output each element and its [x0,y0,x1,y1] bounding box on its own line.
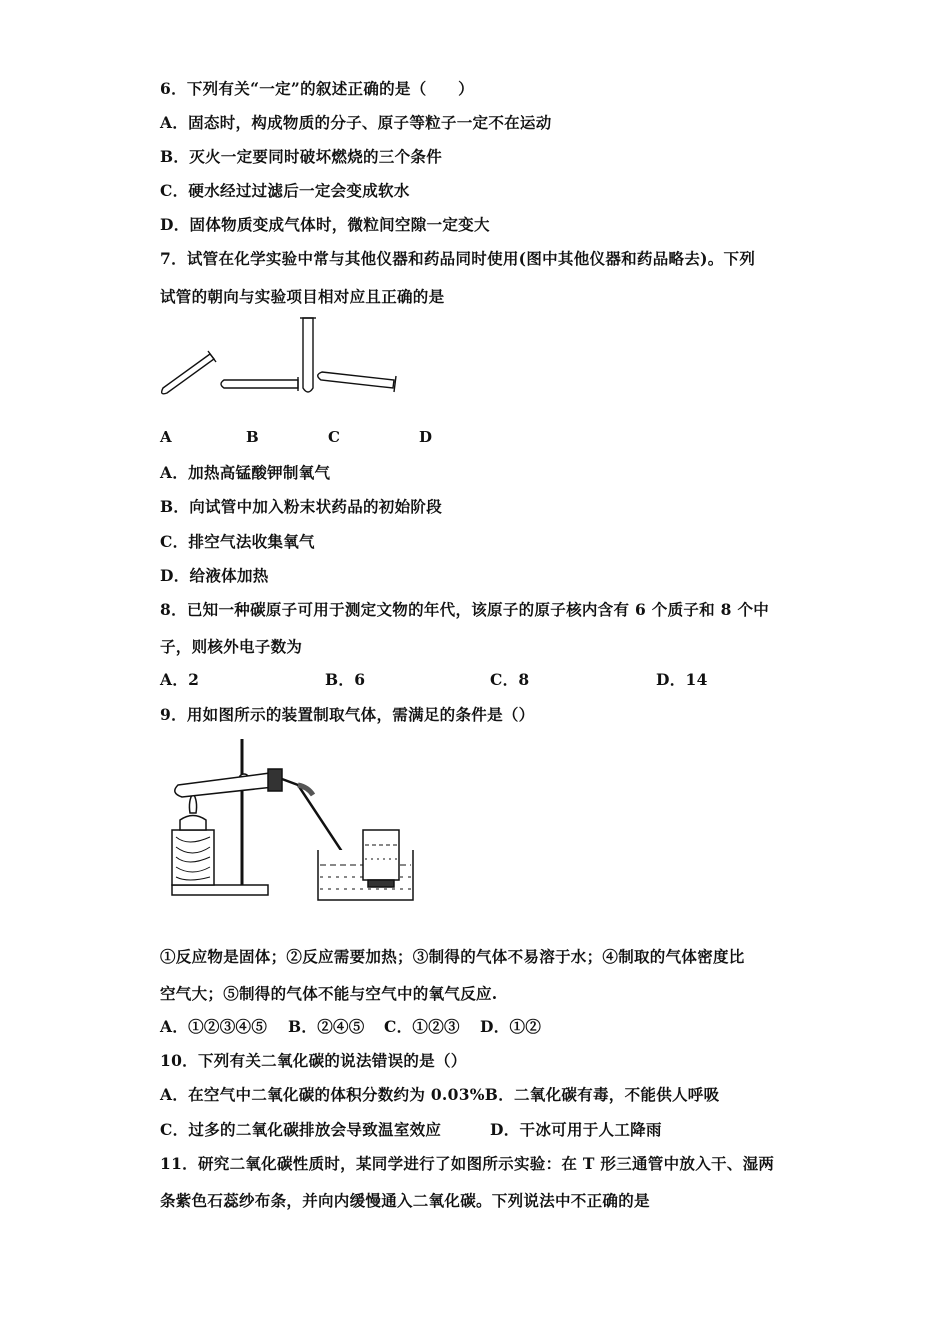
q6-option-a: A．固态时，构成物质的分子、原子等粒子一定不在运动 [160,113,552,132]
test-tube-a-icon [162,351,216,394]
stand-base-icon [172,885,268,895]
q6-option-c: C．硬水经过过滤后一定会变成软水 [160,181,410,200]
q11-stem-line1: 11．研究二氧化碳性质时，某同学进行了如图所示实验：在 T 形三通管中放入干、湿两 [160,1154,775,1173]
q9-conditions-line1: ①反应物是固体；②反应需要加热；③制得的气体不易溶于水；④制取的气体密度比 [160,947,745,966]
q7-option-b: B．向试管中加入粉末状药品的初始阶段 [160,497,443,516]
q10-option-c: C．过多的二氧化碳排放会导致温室效应 [160,1120,442,1139]
q8-stem-line1: 8．已知一种碳原子可用于测定文物的年代，该原子的原子核内含有 6 个质子和 8 个中 [160,600,770,619]
test-tube-icon [175,773,274,797]
stopper-icon [268,769,282,791]
q7-stem-line2: 试管的朝向与实验项目相对应且正确的是 [160,287,445,306]
test-tube-c-icon [300,318,316,392]
figure-label-b: B [246,428,259,446]
q7-option-c: C．排空气法收集氧气 [160,532,315,551]
test-tube-b-icon [221,377,298,391]
alcohol-lamp-icon [180,816,206,831]
q7-stem-line1: 7．试管在化学实验中常与其他仪器和药品同时使用(图中其他仪器和药品略去)。下列 [160,249,756,268]
gas-generation-apparatus-figure [158,735,428,905]
q10-option-d: D．干冰可用于人工降雨 [490,1120,662,1139]
q8-options-row [0,668,950,688]
test-tube-orientations-figure [150,310,420,410]
q8-option-b: B．6 [325,670,366,689]
q9-option-d: D．①② [480,1017,542,1036]
q8-option-c: C．8 [490,670,530,689]
q7-option-a: A．加热高锰酸钾制氧气 [160,463,331,482]
test-tube-d-icon [318,372,396,392]
gas-bottle-icon [363,830,399,880]
q8-option-a: A．2 [160,670,200,689]
q6-option-b: B．灭火一定要同时破坏燃烧的三个条件 [160,147,443,166]
q10-options-row2 [0,1118,950,1138]
q9-option-a: A．①②③④⑤ [160,1017,268,1036]
figure-label-a: A [160,428,172,446]
q6-stem: 6．下列有关“一定”的叙述正确的是（ ） [160,79,474,98]
q11-stem-line2: 条紫色石蕊纱布条，并向内缓慢通入二氧化碳。下列说法中不正确的是 [160,1191,650,1210]
q8-option-d: D．14 [656,670,708,689]
q6-option-d: D．固体物质变成气体时，微粒间空隙一定变大 [160,215,490,234]
q9-conditions-line2: 空气大；⑤制得的气体不能与空气中的氧气反应. [160,984,498,1003]
q9-options-row [0,1015,950,1035]
q10-stem: 10．下列有关二氧化碳的说法错误的是（） [160,1051,467,1070]
q8-stem-line2: 子，则核外电子数为 [160,637,303,656]
q9-option-c: C．①②③ [384,1017,460,1036]
figure-label-d: D [419,428,433,446]
figure-label-c: C [328,428,340,446]
q9-stem: 9．用如图所示的装置制取气体，需满足的条件是（） [160,705,535,724]
q9-option-b: B．②④⑤ [288,1017,365,1036]
q10-options-line1: A．在空气中二氧化碳的体积分数约为 0.03%B．二氧化碳有毒，不能供人呼吸 [160,1085,720,1104]
q7-option-d: D．给液体加热 [160,566,269,585]
